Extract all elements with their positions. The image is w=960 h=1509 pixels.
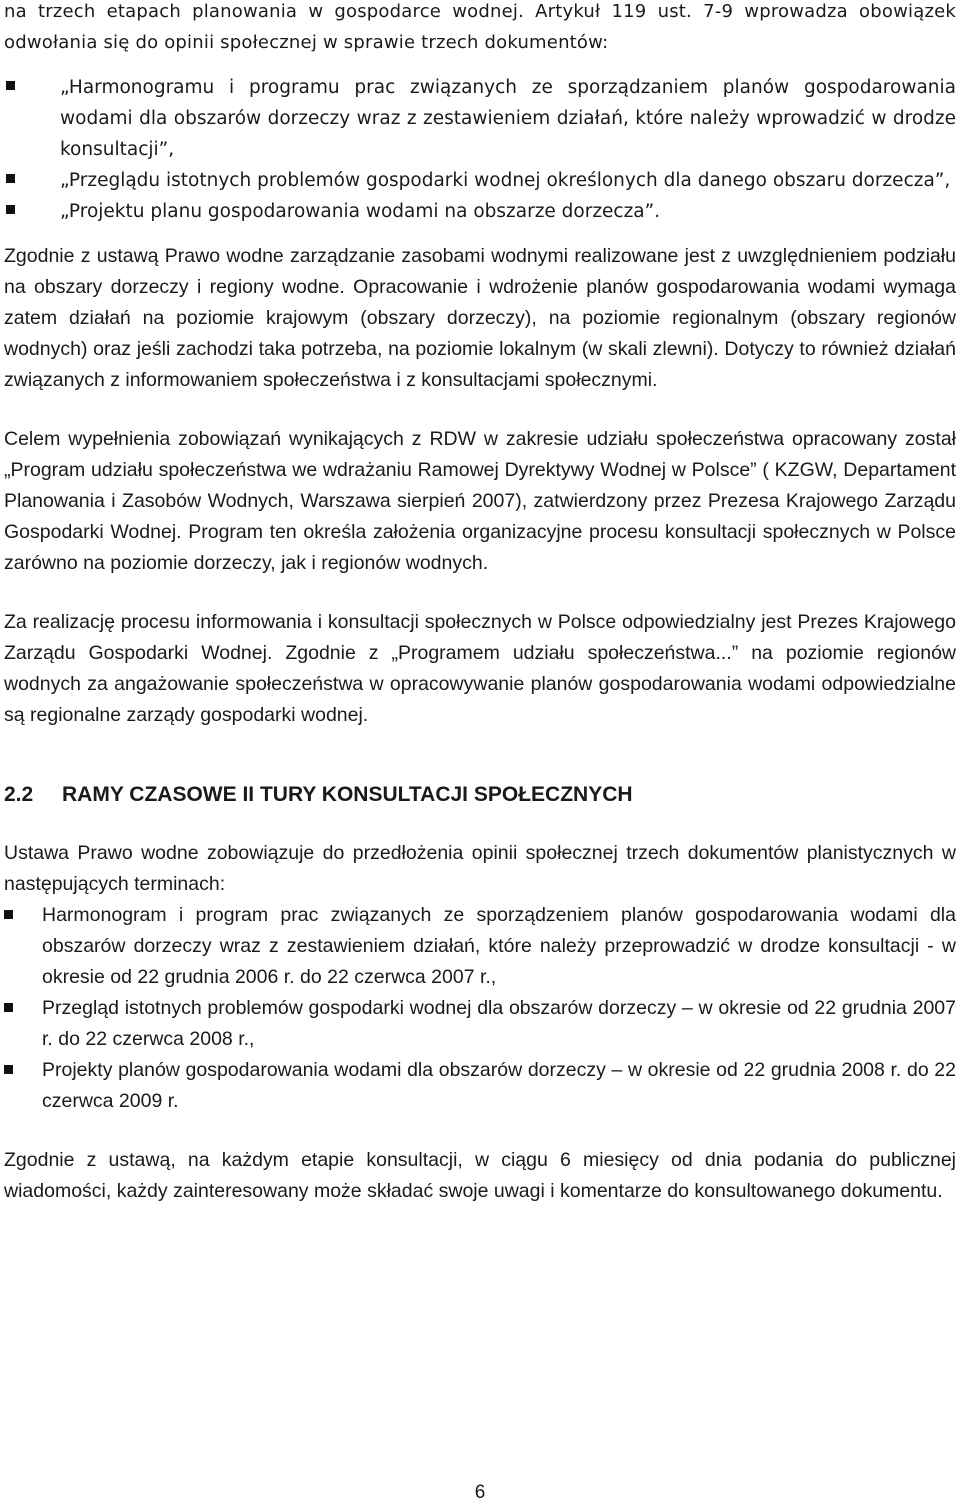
list-item: „Harmonogramu i programu prac związanych ze sporządzaniem planów gospodarowania wodami dla obszarów dorzeczy wraz z zestawieniem działań, które należy wprowadzić w drodze konsultacji”,	[4, 72, 956, 165]
paragraph-participation-program: Celem wypełnienia zobowiązań wynikających z RDW w zakresie udziału społeczeństwa opracowany został „Program udziału społeczeństwa we wdrażaniu Ramowej Dyrektywy Wodnej w Polsce” ( KZGW, Departament Planowania i Zasobów Wodnych, Warszawa sierpień 2007), zatwierdzony przez Prezesa Krajowego Zarządu Gospodarki Wodnej. Program ten określa założenia organizacyjne procesu konsultacji społecznych w Polsce zarówno na poziomie dorzeczy, jak i regionów wodnych.	[4, 428, 956, 574]
paragraph-deadlines-intro: Ustawa Prawo wodne zobowiązuje do przedłożenia opinii społecznej trzech dokumentów planistycznych w następujących terminach:	[4, 842, 956, 895]
square-bullet-icon	[6, 174, 15, 183]
square-bullet-icon	[4, 1003, 13, 1012]
paragraph-water-management: Zgodnie z ustawą Prawo wodne zarządzanie zasobami wodnymi realizowane jest z uwzględnieniem podziału na obszary dorzeczy i regiony wodne. Opracowanie i wdrożenie planów gospodarowania wodami wymaga zatem działań na poziomie krajowym (obszary dorzeczy), na poziomie regionalnym (obszary regionów wodnych) oraz jeśli zachodzi taka potrzeba, na poziomie lokalnym (w skali zlewni). Dotyczy to również działań związanych z informowaniem społeczeństwa i z konsultacjami społecznymi.	[4, 245, 956, 391]
list-item: Przegląd istotnych problemów gospodarki wodnej dla obszarów dorzeczy – w okresie od 22 grudnia 2007 r. do 22 czerwca 2008 r.,	[4, 993, 956, 1055]
page-number: 6	[474, 1482, 486, 1503]
section-heading	[4, 779, 956, 810]
square-bullet-icon	[4, 910, 13, 919]
square-bullet-icon	[6, 205, 15, 214]
section-number: 2.2	[4, 783, 34, 806]
square-bullet-icon	[4, 1065, 13, 1074]
square-bullet-icon	[6, 81, 15, 90]
list-item: Harmonogram i program prac związanych ze sporządzeniem planów gospodarowania wodami dla obszarów dorzeczy wraz z zestawieniem działań, które należy przeprowadzić w drodze konsultacji - w okresie od 22 grudnia 2006 r. do 22 czerwca 2007 r.,	[4, 900, 956, 993]
consulted-documents-list	[4, 72, 956, 227]
list-item: „Projektu planu gospodarowania wodami na obszarze dorzecza”.	[4, 196, 956, 227]
intro-paragraph: na trzech etapach planowania w gospodarce wodnej. Artykuł 119 ust. 7-9 wprowadza obowiązek odwołania się do opinii społecznej w sprawie trzech dokumentów:	[4, 1, 956, 53]
paragraph-responsibility: Za realizację procesu informowania i konsultacji społecznych w Polsce odpowiedzialny jest Prezes Krajowego Zarządu Gospodarki Wodnej. Zgodnie z „Programem udziału społeczeństwa...” na poziomie regionów wodnych za angażowanie społeczeństwa w opracowywanie planów gospodarowania wodami odpowiedzialne są regionalne zarządy gospodarki wodnej.	[4, 611, 956, 726]
paragraph-comment-period: Zgodnie z ustawą, na każdym etapie konsultacji, w ciągu 6 miesięcy od dnia podania do publicznej wiadomości, każdy zainteresowany może składać swoje uwagi i komentarze do konsultowanego dokumentu.	[4, 1149, 956, 1202]
deadlines-list	[4, 900, 956, 1117]
section-title: RAMY CZASOWE II TURY KONSULTACJI SPOŁECZNYCH	[62, 783, 633, 806]
list-item: Projekty planów gospodarowania wodami dla obszarów dorzeczy – w okresie od 22 grudnia 2008 r. do 22 czerwca 2009 r.	[4, 1055, 956, 1117]
list-item: „Przeglądu istotnych problemów gospodarki wodnej określonych dla danego obszaru dorzecza”,	[4, 165, 956, 196]
